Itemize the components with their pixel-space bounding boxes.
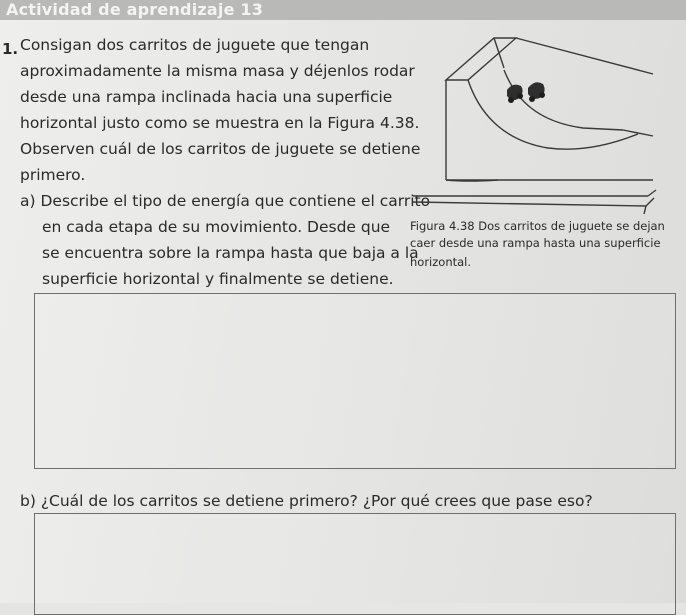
part-b-question: b) ¿Cuál de los carritos se detiene primero? ¿Por qué crees que pase eso?: [20, 492, 593, 510]
part-a-line-3: se encuentra sobre la rampa hasta que baja a la: [42, 244, 419, 262]
figure-caption-line-2: caer desde una rampa hasta una superficie: [410, 236, 661, 250]
answer-box-b[interactable]: [34, 513, 676, 615]
intro-line-6: primero.: [20, 166, 86, 184]
figure-caption-line-1: Figura 4.38 Dos carritos de juguete se dejan: [410, 219, 665, 233]
intro-line-3: desde una rampa inclinada hacia una superficie: [20, 88, 393, 106]
question-number: 1.: [2, 40, 19, 58]
ramp-curve: [468, 80, 638, 149]
answer-box-a[interactable]: [34, 293, 676, 469]
ramp-figure: [408, 30, 658, 218]
toy-car-1: [507, 85, 523, 103]
activity-title: Actividad de aprendizaje 13: [6, 0, 264, 19]
toy-car-2: [528, 82, 545, 102]
part-a-line-1: a) Describe el tipo de energía que contiene el carrito: [20, 192, 431, 210]
activity-header: [0, 0, 686, 20]
intro-line-2: aproximadamente la misma masa y déjenlos rodar: [20, 62, 415, 80]
intro-line-4: horizontal justo como se muestra en la Figura 4.38.: [20, 114, 420, 132]
figure-caption-line-3: horizontal.: [410, 255, 472, 269]
part-a-line-4: superficie horizontal y finalmente se detiene.: [42, 270, 394, 288]
intro-line-5: Observen cuál de los carritos de juguete se detiene: [20, 140, 421, 158]
part-a-line-2: en cada etapa de su movimiento. Desde que: [42, 218, 391, 236]
ramp-back-edge: [516, 38, 653, 74]
intro-line-1: Consigan dos carritos de juguete que tengan: [20, 36, 370, 54]
